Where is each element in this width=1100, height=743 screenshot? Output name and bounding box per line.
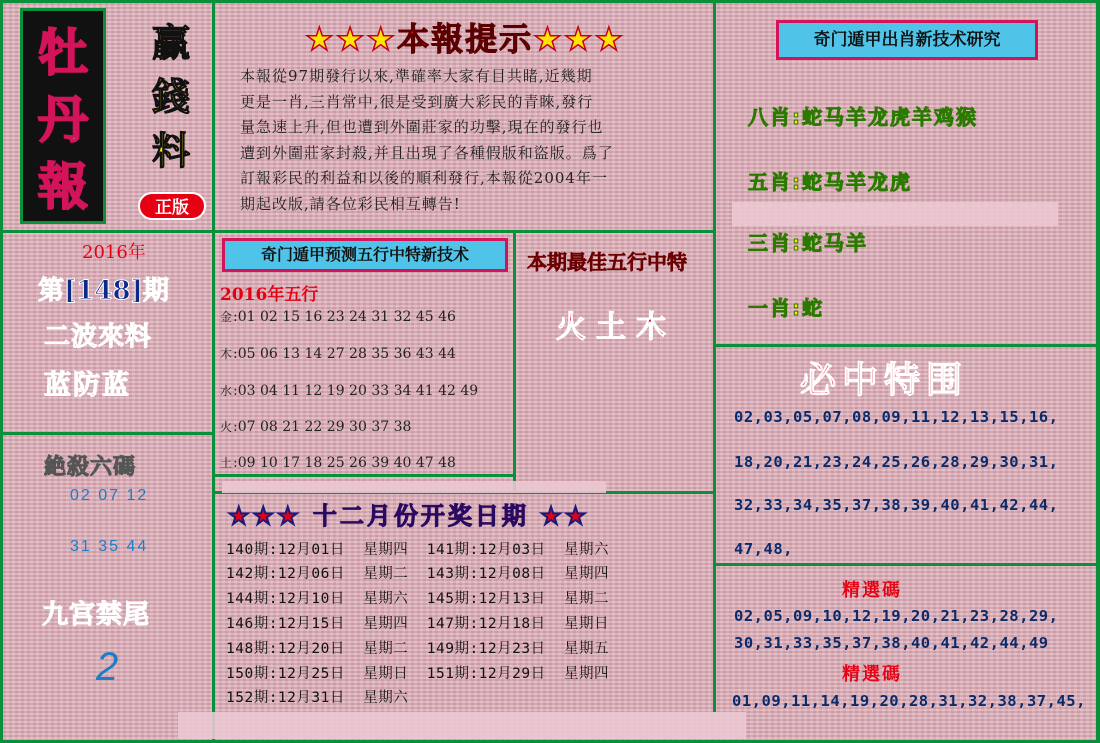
special-numbers: 18,20,21,23,24,25,26,28,29,30,31, <box>734 453 1059 471</box>
divider-h3 <box>214 474 514 477</box>
element-numbers: :01 02 15 16 23 24 31 32 45 46 <box>233 309 456 325</box>
element-name: 金 <box>220 310 233 324</box>
divider-v1 <box>212 0 215 743</box>
frame-left <box>0 0 3 743</box>
divider-v2 <box>713 0 716 712</box>
selected-numbers: 30,31,33,35,37,38,40,41,42,44,49 <box>734 634 1049 652</box>
tail-title: 九宫禁尾 <box>42 600 151 630</box>
zodiac-eight: 八肖:蛇马羊龙虎羊鸡猴 <box>748 105 978 129</box>
draw-dates-title <box>228 496 589 531</box>
slogan <box>150 16 192 178</box>
draw-date-row: 152期:12月31日 星期六 <box>226 690 409 706</box>
draw-date-row: 150期:12月25日 星期日 151期:12月29日 星期四 <box>226 666 610 682</box>
color-tip: 蓝防蓝 <box>44 370 131 401</box>
special-numbers: 32,33,34,35,37,38,39,40,41,42,44, <box>734 496 1059 514</box>
notice-line: 訂報彩民的利益和以後的順利發行,本報從2004年一 <box>240 169 608 187</box>
research-label: 奇门遁甲出肖新技术研究 <box>776 20 1038 60</box>
element-numbers: :09 10 17 18 25 26 39 40 47 48 <box>233 455 456 471</box>
selected-title: 精選碼 <box>842 580 902 601</box>
blurred-band <box>178 712 746 739</box>
wuxing-label: 奇门遁甲预测五行中特新技术 <box>222 238 508 272</box>
slogan-char: 錢 <box>151 75 190 119</box>
logo-char: 丹 <box>38 90 88 149</box>
selected-title: 精選碼 <box>842 664 902 685</box>
frame-top <box>0 0 1100 3</box>
logo-char: 牡 <box>38 23 88 82</box>
slogan-char: 料 <box>151 129 190 173</box>
notice-line: 遭到外圍莊家封殺,并且出現了各種假版和盜版。爲了 <box>240 143 614 162</box>
blurred-band <box>222 481 606 493</box>
special-numbers: 47,48, <box>734 540 793 558</box>
logo-char: 報 <box>38 158 88 217</box>
issue-number: 第[148]期 <box>38 276 169 306</box>
draw-date-row: 148期:12月20日 星期二 149期:12月23日 星期五 <box>226 641 610 657</box>
divider-h6 <box>715 563 1100 566</box>
notice-line: 本報從97期發行以來,準確率大家有目共睹,近幾期 <box>240 67 593 85</box>
year-label: 2016年 <box>82 242 146 263</box>
zodiac-five: 五肖:蛇马羊龙虎 <box>748 170 912 194</box>
star-icon: ★★★ <box>305 20 398 58</box>
kill-six-title: 絶殺六碼 <box>44 455 137 480</box>
wuxing-row <box>220 345 456 362</box>
wave-title: 二波來料 <box>44 322 153 352</box>
best-element-title: 本期最佳五行中特 <box>527 250 687 274</box>
divider-v3 <box>513 232 516 494</box>
notice-line: 量急速上升,但也遭到外圍莊家的功擊,現在的發行也 <box>240 118 604 136</box>
element-name: 土 <box>220 456 233 470</box>
slogan-char: 贏 <box>151 21 190 65</box>
draw-dates-title-text: 十二月份开奖日期 <box>312 502 529 530</box>
draw-date-row: 142期:12月06日 星期二 143期:12月08日 星期四 <box>226 566 610 582</box>
divider-h5 <box>715 344 1100 347</box>
wuxing-year-title: 2016年五行 <box>220 285 319 305</box>
star-icon: ★★ <box>540 502 590 530</box>
wuxing-row <box>220 308 456 325</box>
newspaper-logo <box>20 8 106 224</box>
notice-line: 更是一肖,三肖常中,很是受到廣大彩民的青睞,發行 <box>240 92 594 111</box>
element-name: 水 <box>220 384 233 398</box>
notice-title <box>305 14 625 60</box>
notice-title-text: 本報提示 <box>397 20 534 58</box>
selected-numbers: 01,09,11,14,19,20,28,31,32,38,37,45, <box>732 692 1086 710</box>
special-numbers: 02,03,05,07,08,09,11,12,13,15,16, <box>734 408 1059 426</box>
element-name: 火 <box>220 420 233 434</box>
element-name: 木 <box>220 347 233 361</box>
star-icon: ★★★ <box>228 502 302 530</box>
notice-line: 期起改版,請各位彩民相互轉告! <box>240 194 461 213</box>
best-element-value: 火土木 <box>556 310 676 345</box>
wuxing-row <box>220 382 478 399</box>
tail-value: 2 <box>96 645 119 689</box>
frame-right <box>1096 0 1100 743</box>
divider-h2 <box>0 432 214 435</box>
wuxing-row <box>220 418 411 435</box>
authentic-badge: 正版 <box>138 192 206 220</box>
wuxing-row <box>220 454 456 471</box>
zodiac-three: 三肖:蛇马羊 <box>748 231 868 255</box>
special-range-title: 必中特围 <box>800 360 969 401</box>
kill-numbers: 02 07 12 <box>70 487 149 504</box>
element-numbers: :07 08 21 22 29 30 37 38 <box>233 419 412 435</box>
draw-date-row: 140期:12月01日 星期四 141期:12月03日 星期六 <box>226 542 610 558</box>
star-icon: ★★★ <box>533 20 626 58</box>
draw-date-row: 144期:12月10日 星期六 145期:12月13日 星期二 <box>226 591 610 607</box>
selected-numbers: 02,05,09,10,12,19,20,21,23,28,29, <box>734 607 1059 625</box>
draw-date-row: 146期:12月15日 星期四 147期:12月18日 星期日 <box>226 616 610 632</box>
element-numbers: :05 06 13 14 27 28 35 36 43 44 <box>233 346 456 362</box>
kill-numbers: 31 35 44 <box>70 538 149 555</box>
divider-h1 <box>0 230 715 233</box>
notice-body <box>240 64 695 217</box>
blurred-band <box>732 202 1058 226</box>
zodiac-one: 一肖:蛇 <box>748 296 824 320</box>
element-numbers: :03 04 11 12 19 20 33 34 41 42 49 <box>233 383 479 399</box>
